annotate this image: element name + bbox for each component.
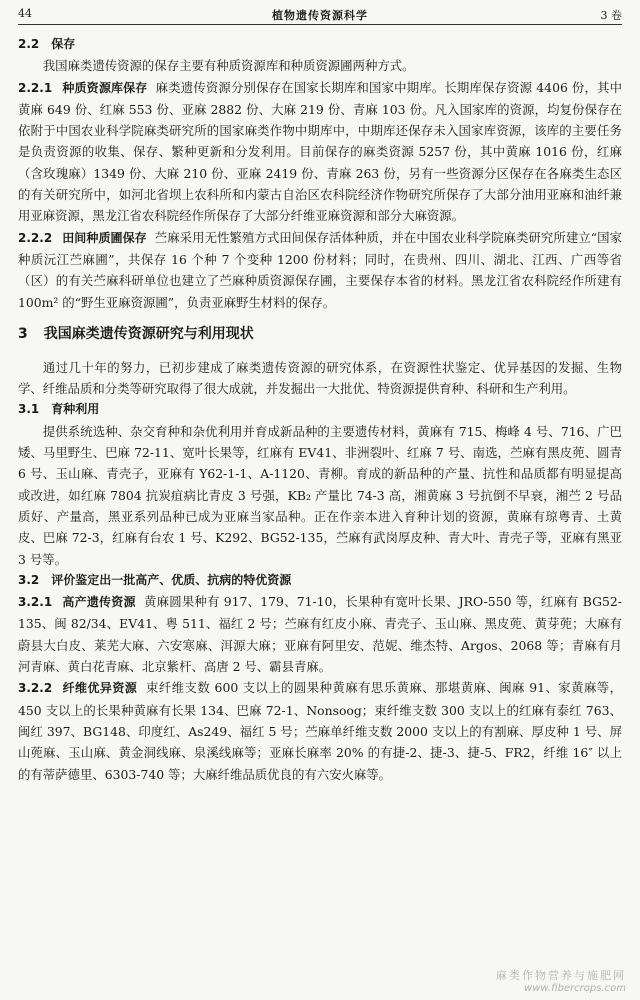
section-number: 3.2 (18, 572, 40, 587)
journal-title: 植物遗传资源科学 (272, 9, 368, 22)
section-3-2-2-text: 束纤维支数 600 支以上的圆果种黄麻有思乐黄麻、那堪黄麻、闽麻 91、家黄麻等，450 支以上的长果种黄麻有长果 134、巴麻 72-1、Nonsoog；束纤维支数 300 支以上的红麻有泰红 763、闽红 397、BG148、印度红、As249、福红 5 号；苎麻单纤维支数 2000 支以上的有割麻、厚皮种 1 号、屏山蔸麻、玉山麻、黄金洞线麻、泉溪线麻等；亚麻长麻率 20% 的有捷-2、捷-3、捷-5、FR2，纤维 16″ 以上的有蒂萨德里、6303-740 等；大麻纤维品质优良的有六安火麻等。 (18, 680, 622, 782)
section-3-heading (18, 323, 622, 345)
section-3-1-text: 提供系统选种、杂交育种和杂优利用并育成新品种的主要遗传材料，黄麻有 715、梅峰 4 号、716、广巴矮、马里野生、巴麻 72-11、宽叶长果等，红麻有 EV41、非洲裂叶、红麻 7 号、南选，苎麻有黑皮蔸、圆青 6 号、玉山麻、青壳子，亚麻有 Y62-1-1、A-1120、青柳。育成的新品种的产量、抗性和品质都有明显提高或改进，如红麻 7804 抗炭疽病比青皮 3 号强，KB₂ 产量比 74-3 高，湘黄麻 3 号抗倒不早衰，湘苎 2 号品质好、产量高，黑亚系列品种已成为亚麻当家品种。正在作亲本进入育种计划的资源，黄麻有琼粤青、土黄皮、巴麻 72-3，红麻有台农 1 号、K292、BG52-135，苎麻有武岗厚皮种、青大叶、青壳子等，亚麻有黑亚 3 号等。 (18, 423, 622, 567)
section-title: 保存 (51, 37, 76, 51)
section-2-2-1-text: 麻类遗传资源分别保存在国家长期库和国家中期库。长期库保存资源 4406 份，其中黄麻 649 份、红麻 553 份、亚麻 2882 份、大麻 219 份、青麻 103 份。凡入国家库的资源，均复份保存在依附于中国农业科学院麻类研究所的国家麻类作物中期库中，中期库还保存未入国家库资源，该库的主要任务是负责资源的收集、保存、繁种更新和分发利用。目前保存的麻类资源 5257 份，其中黄麻 1016 份，红麻（含玫瑰麻）1349 份、大麻 210 份、亚麻 2419 份、青麻 263 份，另有一些资源分区保存在各麻类生态区的有关研究所中，如河北省坝上农科所和内蒙古自治区农科院经济作物研究所保存了大部分油用亚麻和油纤兼用亚麻资源，黑龙江省农科院经作所保存了大部分纤维亚麻资源和部分大麻资源。 (18, 79, 622, 224)
section-3-2-1-text: 黄麻圆果种有 917、179、71-10，长果种有宽叶长果、JRO-550 等，红麻有 BG52-135、闽 82/34、EV41、粤 511、福红 2 号；苎麻有红皮小麻、青壳子、玉山麻、黑皮蔸、黄芽蔸；大麻有蔚县大白皮、莱芜大麻、六安寒麻、洱源大麻；亚麻有阿里安、范妮、维杰特、Argos、2068 等；青麻有月河青麻、黄白花青麻、北京紫杆、高唐 2 号、霸县青麻。 (18, 594, 622, 675)
section-3-1-heading (18, 399, 622, 420)
section-title: 我国麻类遗传资源研究与利用现状 (43, 325, 254, 342)
section-number: 3.1 (18, 402, 40, 417)
running-header (18, 4, 622, 25)
section-3-intro: 通过几十年的努力，已初步建成了麻类遗传资源的研究体系，在资源性状鉴定、优异基因的发掘、生物学、纤维品质和分类等研究取得了很大成就，并发掘出一大批优、特资源提供育种、科研和生产利用。 (18, 359, 622, 397)
section-number: 2.2 (18, 37, 40, 51)
site-watermark (496, 967, 626, 994)
section-3-2-heading (18, 570, 622, 591)
section-3-2-2-heading: 3.2.2 纤维优异资源 (18, 681, 138, 696)
section-3-2-1-heading: 3.2.1 高产遗传资源 (18, 595, 136, 610)
section-2-2-1-paragraph (18, 77, 622, 227)
section-title: 评价鉴定出一批高产、优质、抗病的特优资源 (51, 572, 292, 587)
section-3-2-1-paragraph (18, 591, 622, 677)
watermark-url: www.fibercrops.com (524, 983, 626, 994)
volume-label: 3 卷 (600, 9, 622, 22)
section-2-2-2-paragraph (18, 227, 622, 313)
page-number: 44 (18, 7, 32, 20)
section-2-2-intro: 我国麻类遗传资源的保存主要有种质资源库和种质资源圃两种方式。 (42, 58, 415, 74)
section-number: 3 (18, 325, 28, 342)
section-title: 育种利用 (51, 402, 100, 417)
article-body (18, 34, 622, 785)
section-3-2-2-paragraph (18, 677, 622, 784)
section-2-2-heading (18, 34, 622, 55)
section-2-2-2-text: 苎麻采用无性繁殖方式田间保存活体种质，并在中国农业科学院麻类研究所建立“国家种质沅江苎麻圃”，共保存 16 个种 7 个变种 1200 份材料；同时，在贵州、四川、湖北、江西、广西等省（区）的有关苎麻科研单位也建立了苎麻种质资源保存圃，主要保存本省的材料。黑龙江省农科院经作所建有 100m² 的“野生亚麻资源圃”，负责亚麻野生材料的保存。 (18, 229, 622, 310)
section-2-2-2-heading: 2.2.2 田间种质圃保存 (18, 230, 147, 245)
section-2-2-1-heading: 2.2.1 种质资源库保存 (18, 80, 148, 95)
watermark-text: 麻类作物营养与施肥网 (496, 969, 626, 982)
